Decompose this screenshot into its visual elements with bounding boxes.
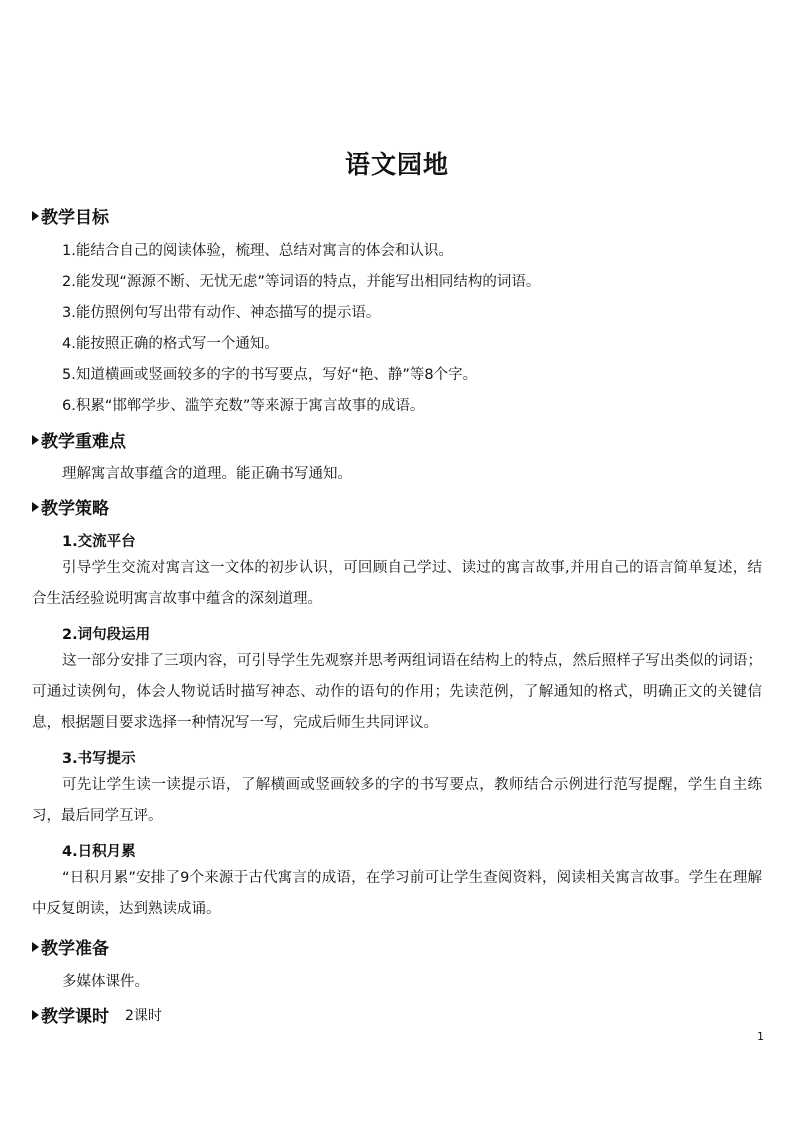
strategy-title: 2.词句段运用 (62, 627, 151, 643)
strategies-heading (32, 494, 109, 519)
objectives-heading (32, 203, 109, 228)
hours-heading-text: 教学课时 (41, 1007, 109, 1027)
strategy-title: 1.交流平台 (62, 534, 136, 550)
objective-item: 1.能结合自己的阅读体验，梳理、总结对寓言的体会和认识。 (62, 243, 453, 259)
strategies-heading-text: 教学策略 (41, 499, 109, 519)
strategy-paragraph: 可先让学生读一读提示语，了解横画或竖画较多的字的书写要点，教师结合示例进行范写提醒，学生自主练习，最后同学互评。 (32, 777, 762, 824)
triangle-bullet-icon (32, 502, 39, 512)
page-title: 语文园地 (344, 150, 449, 179)
hours-value: 2课时 (125, 1007, 162, 1024)
key-points-heading (32, 427, 126, 452)
strategy-paragraph: “日积月累”安排了9个来源于古代寓言的成语，在学习前可让学生查阅资料，阅读相关寓言故事。学生在理解中反复朗读，达到熟读成诵。 (32, 870, 762, 917)
objective-item: 4.能按照正确的格式写一个通知。 (62, 336, 279, 352)
strategy-title: 4.日积月累 (62, 844, 136, 860)
preparation-text: 多媒体课件。 (62, 974, 149, 990)
strategy-title: 3.书写提示 (62, 751, 136, 767)
triangle-bullet-icon (32, 942, 39, 952)
key-points-text: 理解寓言故事蕴含的道理。能正确书写通知。 (62, 466, 352, 482)
objective-item: 5.知道横画或竖画较多的字的书写要点，写好“艳、静”等8个字。 (62, 367, 478, 383)
triangle-bullet-icon (32, 1010, 39, 1020)
page-number: 1 (757, 1030, 764, 1043)
strategy-paragraph: 引导学生交流对寓言这一文体的初步认识，可回顾自己学过、读过的寓言故事,并用自己的语言简单复述，结合生活经验说明寓言故事中蕴含的深刻道理。 (32, 560, 762, 607)
key-points-heading-text: 教学重难点 (41, 432, 126, 452)
objective-item: 3.能仿照例句写出带有动作、神态描写的提示语。 (62, 305, 381, 321)
strategy-paragraph: 这一部分安排了三项内容，可引导学生先观察并思考两组词语在结构上的特点，然后照样子写出类似的词语；可通过读例句，体会人物说话时描写神态、动作的语句的作用；先读范例，了解通知的格式，明确正文的关键信息，根据题目要求选择一种情况写一写，完成后师生共同评议。 (32, 653, 762, 731)
triangle-bullet-icon (32, 211, 39, 221)
objective-item: 2.能发现“源源不断、无忧无虑”等词语的特点，并能写出相同结构的词语。 (62, 274, 541, 290)
triangle-bullet-icon (32, 435, 39, 445)
objectives-heading-text: 教学目标 (41, 208, 109, 228)
preparation-heading (32, 934, 109, 959)
hours-heading (32, 1002, 162, 1027)
objective-item: 6.积累“邯郸学步、滥竽充数”等来源于寓言故事的成语。 (62, 398, 425, 414)
preparation-heading-text: 教学准备 (41, 939, 109, 959)
